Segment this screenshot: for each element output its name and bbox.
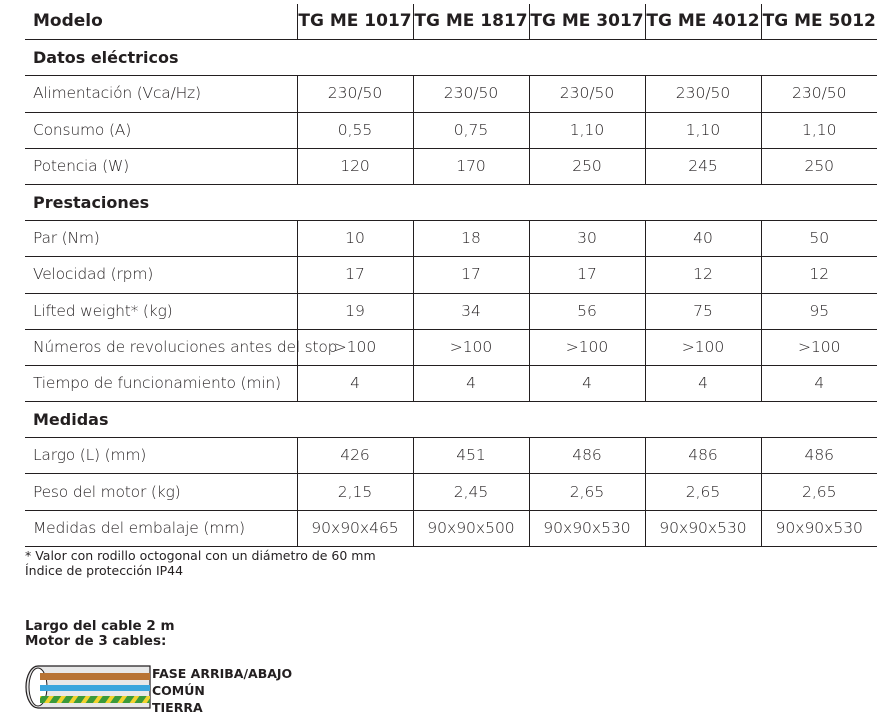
protection-index: Índice de protección IP44 bbox=[25, 563, 184, 578]
param-value: 426 bbox=[297, 438, 413, 474]
param-value: 4 bbox=[645, 365, 761, 401]
param-value: 17 bbox=[297, 257, 413, 293]
param-value: 90x90x530 bbox=[529, 510, 645, 546]
param-value: 451 bbox=[413, 438, 529, 474]
param-value: 90x90x465 bbox=[297, 510, 413, 546]
param-value: 17 bbox=[413, 257, 529, 293]
wire-label-earth: TIERRA bbox=[152, 700, 203, 715]
param-label: Velocidad (rpm) bbox=[25, 257, 297, 293]
model-header: TG ME 5012 bbox=[761, 4, 877, 40]
param-label: Consumo (A) bbox=[25, 112, 297, 148]
param-label: Peso del motor (kg) bbox=[25, 474, 297, 510]
wire-phase bbox=[40, 673, 150, 680]
param-value: 4 bbox=[529, 365, 645, 401]
param-value: 230/50 bbox=[297, 76, 413, 112]
table-row bbox=[25, 438, 877, 474]
param-value: 18 bbox=[413, 221, 529, 257]
table-row bbox=[25, 293, 877, 329]
param-value: 90x90x500 bbox=[413, 510, 529, 546]
param-label: Potencia (W) bbox=[25, 148, 297, 184]
table-row bbox=[25, 257, 877, 293]
param-value: 34 bbox=[413, 293, 529, 329]
footnote: * Valor con rodillo octogonal con un diámetro de 60 mm bbox=[25, 548, 376, 563]
cable-length: Largo del cable 2 m bbox=[25, 618, 175, 634]
param-value: 56 bbox=[529, 293, 645, 329]
model-header: TG ME 4012 bbox=[645, 4, 761, 40]
param-label: Medidas del embalaje (mm) bbox=[25, 510, 297, 546]
param-value: 2,65 bbox=[645, 474, 761, 510]
param-value: 486 bbox=[645, 438, 761, 474]
param-value: 230/50 bbox=[413, 76, 529, 112]
param-value: >100 bbox=[297, 329, 413, 365]
param-value: 4 bbox=[761, 365, 877, 401]
param-value: 90x90x530 bbox=[645, 510, 761, 546]
table-row bbox=[25, 148, 877, 184]
param-value: 486 bbox=[761, 438, 877, 474]
param-value: 0,55 bbox=[297, 112, 413, 148]
param-value: 4 bbox=[413, 365, 529, 401]
wire-common bbox=[40, 685, 150, 691]
param-value: >100 bbox=[413, 329, 529, 365]
param-value: >100 bbox=[761, 329, 877, 365]
table-row bbox=[25, 510, 877, 546]
param-value: 2,65 bbox=[529, 474, 645, 510]
table-row bbox=[25, 474, 877, 510]
notes bbox=[25, 548, 376, 578]
cable-info bbox=[25, 619, 175, 649]
section-title: Datos eléctricos bbox=[25, 40, 877, 76]
param-value: 170 bbox=[413, 148, 529, 184]
param-value: 2,15 bbox=[297, 474, 413, 510]
param-value: 250 bbox=[761, 148, 877, 184]
model-header: TG ME 1817 bbox=[413, 4, 529, 40]
param-value: 10 bbox=[297, 221, 413, 257]
param-value: 1,10 bbox=[529, 112, 645, 148]
param-value: 120 bbox=[297, 148, 413, 184]
model-header: TG ME 3017 bbox=[529, 4, 645, 40]
param-value: 40 bbox=[645, 221, 761, 257]
motor-wires-title: Motor de 3 cables: bbox=[25, 633, 167, 649]
param-value: 486 bbox=[529, 438, 645, 474]
param-value: >100 bbox=[645, 329, 761, 365]
table-row bbox=[25, 329, 877, 365]
param-label: Lifted weight* (kg) bbox=[25, 293, 297, 329]
wire-earth bbox=[40, 696, 150, 703]
wire-label-phase: FASE ARRIBA/ABAJO bbox=[152, 666, 293, 681]
param-value: 230/50 bbox=[761, 76, 877, 112]
param-value: 19 bbox=[297, 293, 413, 329]
param-value: 90x90x530 bbox=[761, 510, 877, 546]
section-row bbox=[25, 184, 877, 220]
table-row bbox=[25, 365, 877, 401]
param-value: 95 bbox=[761, 293, 877, 329]
param-value: 12 bbox=[645, 257, 761, 293]
wire-labels bbox=[152, 665, 292, 716]
table-row bbox=[25, 112, 877, 148]
param-value: 1,10 bbox=[645, 112, 761, 148]
param-value: 1,10 bbox=[761, 112, 877, 148]
param-value: 75 bbox=[645, 293, 761, 329]
param-value: 4 bbox=[297, 365, 413, 401]
table-row bbox=[25, 76, 877, 112]
param-label: Tiempo de funcionamiento (min) bbox=[25, 365, 297, 401]
wire-label-common: COMÚN bbox=[152, 683, 205, 698]
param-value: 230/50 bbox=[645, 76, 761, 112]
param-value: 12 bbox=[761, 257, 877, 293]
section-row bbox=[25, 40, 877, 76]
param-value: 50 bbox=[761, 221, 877, 257]
spec-table bbox=[25, 4, 877, 547]
header-row bbox=[25, 4, 877, 40]
param-value: 0,75 bbox=[413, 112, 529, 148]
param-value: 30 bbox=[529, 221, 645, 257]
table-row bbox=[25, 221, 877, 257]
param-value: >100 bbox=[529, 329, 645, 365]
section-row bbox=[25, 402, 877, 438]
param-value: 245 bbox=[645, 148, 761, 184]
param-label: Alimentación (Vca/Hz) bbox=[25, 76, 297, 112]
model-header: TG ME 1017 bbox=[297, 4, 413, 40]
param-value: 230/50 bbox=[529, 76, 645, 112]
param-label: Números de revoluciones antes del stop bbox=[25, 329, 297, 365]
section-title: Prestaciones bbox=[25, 184, 877, 220]
param-label: Largo (L) (mm) bbox=[25, 438, 297, 474]
param-value: 2,45 bbox=[413, 474, 529, 510]
param-value: 250 bbox=[529, 148, 645, 184]
spec-body bbox=[25, 40, 877, 547]
param-value: 2,65 bbox=[761, 474, 877, 510]
model-label: Modelo bbox=[25, 4, 297, 40]
param-value: 17 bbox=[529, 257, 645, 293]
section-title: Medidas bbox=[25, 402, 877, 438]
param-label: Par (Nm) bbox=[25, 221, 297, 257]
cable-illustration bbox=[24, 662, 150, 712]
